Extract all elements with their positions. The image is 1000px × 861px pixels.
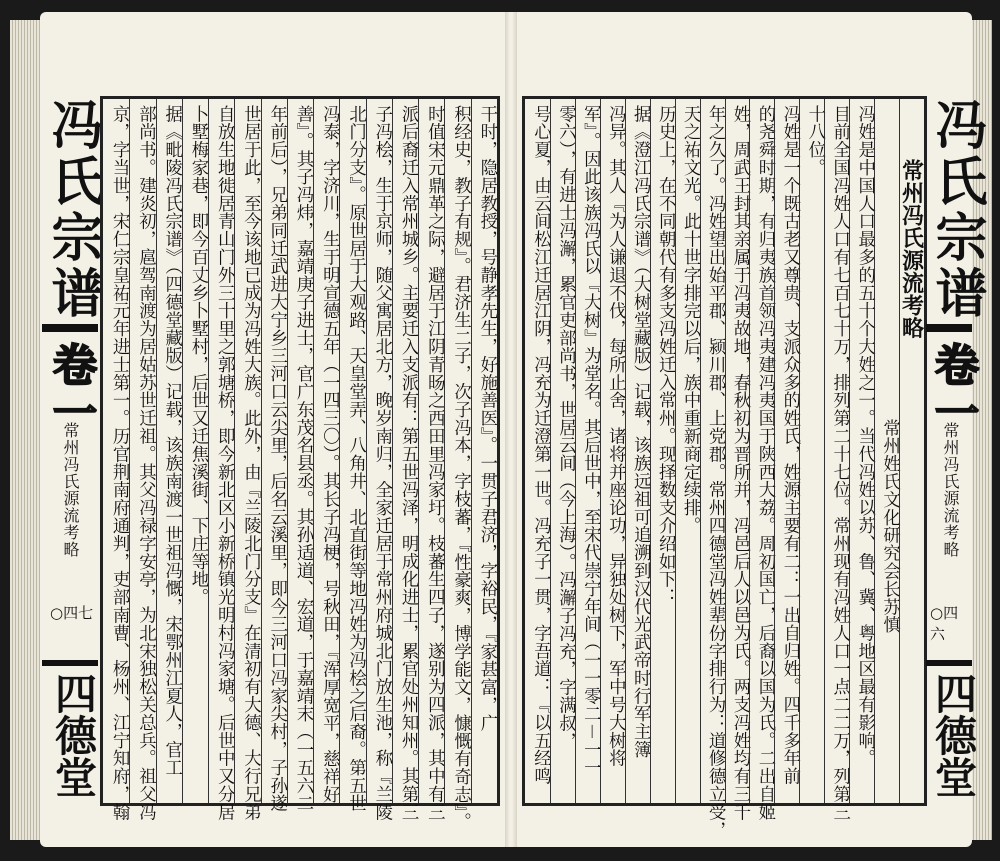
text-column: 军』。因此该族冯氏以『大树』为堂名。其后世中，至宋代崇宁年间（一一零二－一一: [580, 105, 601, 777]
column-rule: [182, 99, 183, 803]
text-column: 号心夏，由云间松江迁居江阴，冯充为迁澄第一世。冯充子一贯，字吾道：『以五经鸣: [530, 105, 551, 786]
text-column: 京，字当世，宋仁宗皇祐元年进士第一。历官荆南府通判，吏部南曹、杨州、江宁知府，翰: [109, 105, 130, 821]
left-banner-title: 冯氏宗谱: [42, 98, 103, 322]
right-running-title: 常州冯氏源流考略: [941, 422, 960, 558]
text-column: 据《澄江冯氏宗谱》（大树堂藏版）记载，该族远祖可追溯到汉代光武帝时行军主簿: [630, 105, 651, 759]
text-column: 姓，周武王封其亲属于冯夷故地，春秋初为晋所并，冯邑后人以邑为氏。两支冯姓均有三千: [729, 105, 750, 821]
column-rule: [625, 99, 626, 803]
text-column: 部尚书。建炎初，扈驾南渡为居姑苏世迁祖。其父冯禄字安亭，为北宋独松关总兵。祖父冯: [135, 105, 156, 821]
column-rule: [392, 99, 393, 803]
column-rule: [799, 99, 800, 803]
column-rule: [774, 99, 775, 803]
column-rule: [675, 99, 676, 803]
column-rule: [339, 99, 340, 803]
column-rule: [129, 99, 130, 803]
text-column: 派后裔迁入常州城乡。主要迁入支派有：第五世冯泽，明成化进士，累官处州知州。其第三: [398, 105, 419, 821]
right-volume-label: 卷一: [927, 342, 978, 438]
text-column: 北门分支』。原世居于大观路、天皇堂弄、八角井、北直街等地冯姓为冯桧之后裔。第五世: [345, 105, 366, 813]
right-page: [512, 12, 987, 847]
column-rule: [725, 99, 726, 803]
right-hall-name: 四德堂: [929, 672, 978, 798]
text-column: 年之久了。冯姓望出始平郡、颍川郡、上党郡。常州四德堂冯姓辈份字排行为：道修德立受，: [705, 105, 726, 839]
left-page: [40, 12, 510, 847]
text-column: 自放生地徙居青山门外三十里之郭塘桥，即今新北区小新桥镇光明村冯家塘。后世中又分居: [214, 105, 235, 821]
column-rule: [575, 99, 576, 803]
text-column: 年前后），兄弟同迁武进大宁乡三河口云尖里，后名云溪里，即今三河口冯家尖村，子孙遂: [266, 105, 287, 813]
text-column: 零六），有进士冯澥，累官吏部尚书，世居云间（今上海）。冯澥子冯充，字满叔，: [555, 105, 576, 750]
text-column: 十八位。: [804, 105, 825, 177]
text-column: 世居于此，至今该地已成为冯姓大族。此外，由『兰陵北门分支』在清初有大德、大行兄弟: [240, 105, 261, 821]
column-rule: [700, 99, 701, 803]
column-rule: [444, 99, 445, 803]
column-rule: [650, 99, 651, 803]
left-hall-name: 四德堂: [49, 672, 98, 798]
text-column: 积经史，教子有规』。君济生二子，次子冯本，字枝蕃，『性豪爽，博学能文，慷慨有奇志』。: [450, 105, 471, 831]
text-column: 据《毗陵冯氏宗谱》（四德堂藏版）记载，该族南渡一世祖冯慨，宋鄂州江夏人，官工: [161, 105, 182, 777]
column-rule: [208, 99, 209, 803]
text-column: 天之祐文光。此十世字排完以后，族中重新商定续排。: [680, 105, 701, 535]
right-banner-bar: [926, 324, 972, 332]
column-rule: [471, 99, 472, 803]
column-rule: [418, 99, 419, 803]
column-rule: [550, 99, 551, 803]
text-column: 干时，隐居教授，号静孝先生，好施善医』。一贯子君济，字裕民，『家甚富，广: [476, 105, 497, 732]
left-hall-bar: [42, 660, 98, 666]
right-hall-bar: [926, 660, 972, 666]
column-rule: [234, 99, 235, 803]
column-rule: [849, 99, 850, 803]
column-rule: [287, 99, 288, 803]
right-page-number: ○四六: [930, 604, 959, 643]
book-gutter: [505, 12, 517, 847]
text-column: 的尧舜时期，有归夷族首领冯夷建冯夷国于陕西大荔。周初国亡，后裔以国为氏。二出自姬: [754, 105, 775, 821]
column-rule: [824, 99, 825, 803]
article-author: 常州姓氏文化研究会长苏慎: [879, 419, 900, 634]
right-text-frame: [522, 96, 927, 839]
column-rule: [156, 99, 157, 803]
column-rule: [313, 99, 314, 803]
column-rule: [749, 99, 750, 803]
left-volume-label: 卷一: [45, 342, 96, 438]
column-rule: [600, 99, 601, 803]
left-page-edges: [10, 20, 44, 840]
left-banner-bar: [42, 324, 98, 332]
text-column: 冯姓是一个既古老又尊贵、支派众多的姓氏，姓源主要有二：一出自归姓。四千多年前: [779, 105, 800, 786]
article-title: 常州冯氏源流考略: [898, 159, 925, 339]
text-column: 善』。其子冯炜，嘉靖庚子进士，官广东茂名县丞。其孙适道、宏道，于嘉靖末（一五六二: [293, 105, 313, 813]
right-banner-title: 冯氏宗谱: [926, 98, 987, 322]
text-column: 冯泰，字济川，生于明宣德五年（一四三〇）。其长子冯梗，号秋田，『浑厚宽平，慈祥好: [319, 105, 340, 804]
text-column: 冯异。其人『为人谦退不伐，每所止舍，诸将并座论功，异独处树下，军中号大树将: [605, 105, 626, 768]
column-rule: [899, 99, 900, 803]
column-rule: [261, 99, 262, 803]
left-text-frame: [100, 96, 500, 831]
column-rule: [874, 99, 875, 803]
column-rule: [366, 99, 367, 803]
left-page-number: ○四七: [50, 604, 94, 622]
text-column: 冯姓是中国人口最多的五十个大姓之一。当代冯姓以苏、鲁、冀、粤地区最有影响。: [854, 105, 875, 768]
text-column: 卜墅梅家巷，即今百丈乡卜墅村，后世又迁焦溪街、下庄等地。: [187, 105, 208, 607]
left-running-title: 常州冯氏源流考略: [61, 422, 80, 558]
text-column: 时值宋元鼎革之际，避居于江阴青旸之西田里冯家圩。枝蕃生四子，遂别为四派，其中有三: [424, 105, 445, 821]
text-column: 目前全国冯姓人口有七百七十万，排列第二十七位。常州现有冯姓人口一点二二万，列第三: [829, 105, 850, 821]
text-column: 子冯桧，生于京师，随父寓居北方，晚岁南归，全家迁居于常州府城北门放生池，称『兰陵: [371, 105, 392, 821]
text-column: 历史上，在不同朝代有多支冯姓迁入常州。现择数支介绍如下：: [655, 105, 676, 607]
